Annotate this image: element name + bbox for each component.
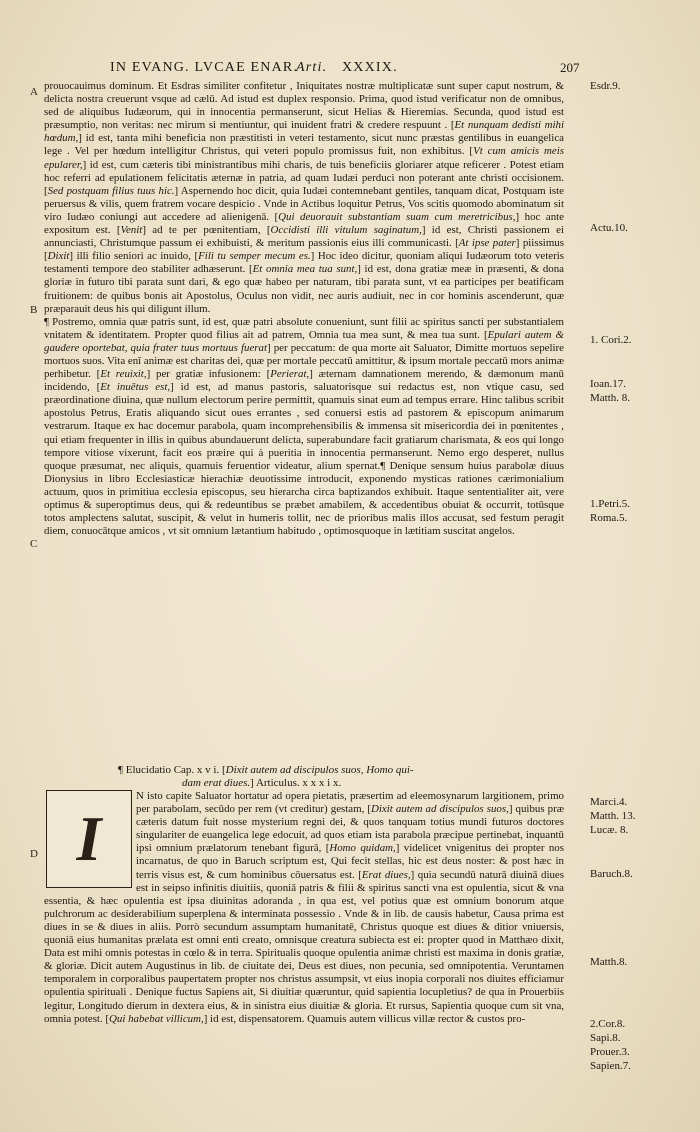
marginal-note: Matth. 8. [590, 392, 631, 404]
marginal-note: Sapien.7. [590, 1060, 631, 1072]
heading-quote: Dixit autem ad discipulos suos, Homo qui- [225, 764, 414, 776]
section-letter-b: B [30, 304, 38, 316]
marginal-note: Actu.10. [590, 222, 628, 234]
scripture-quote: Sed postquam filius tuus hic. [47, 184, 175, 197]
decorated-initial: I [46, 790, 132, 888]
scripture-quote: Epulari autem & gaudere oportebat, quia frater tuus mortuus fuerat [44, 328, 565, 354]
section-letter-c: C [30, 538, 38, 550]
scripture-quote: Homo quidam, [329, 842, 396, 855]
heading-prefix: ¶ Elucidatio Cap. x v i. [ [118, 764, 226, 776]
text-run: ] piissimus [ [44, 237, 564, 263]
header-title: IN EVANG. LVCAE ENAR. [110, 60, 299, 75]
heading-article: ] Articulus. x x x i x. [250, 777, 342, 789]
scripture-quote: At ipse pater [458, 237, 516, 250]
heading-line-2 [118, 777, 478, 790]
scripture-quote: Et omnia mea tua sunt, [252, 263, 358, 276]
scripture-quote: Qui habebat villicum, [109, 1012, 204, 1025]
text-run: ] Hoc ideo dicitur, quoniam aliqui Iudæorum toto veteris testamenti tempore deo stabiliter adhæserunt. [ [44, 250, 565, 276]
paragraph-2 [44, 316, 564, 539]
text-run: ] quia secundū naturā diuinā diues est in seipso infinitis diuitiis, quoniā patris & filii & spiritus sancti vna est opulentia, sicut & vna essentia, & hæc opulentia est ipsa diuinitas adoranda , in qua est, vel potius quæ est omnium bonorum atque pulchrorum ac desiderabilium superplena & interminata possessio . Vnde & in lib. de causis habetur, Causa prima est diues in se & diues in aliis. Porrò secundum assumptam humanitatē, Christus quoque est diues & ditior vniuersis, quoniā eius humanitas prælata est omni enti creato, omnisque creatura subiecta est ei: propter quod in Matthæo dixit, Data est mihi omnis potestas in cœlo & in terra. Spiritualis quoque opulentia animæ christi est maxima in donis gratiæ, & gloriæ. Dicit autem Augustinus in lib. de ciuitate dei, Deus est diues, non pecunia, sed omnipotentia. Veruntamen temporalem in corporalibus paupertatem propter nos christus assumpsit, vt eius inopia corporali nos diuites efficiamur opulentia spirituali . Denique fuctus Sapiens ait, Si diuitiæ quæruntur, quid sapientia locupletius? de qua in Prouerbiis legitur, Longitudo dierum in dextera eius, & in sinistra eius diuitiæ & gloria. Et rursus, Sapientia quoque cum sit vna, omnia potest. [ [44, 868, 564, 1025]
marginal-note: 1. Cori.2. [590, 334, 632, 346]
text-run: ¶ Postremo, omnia quæ patris sunt, id est, quæ patri absolute conueniunt, sunt filii ac spiritus sancti per substantialem vnitatem & identitatem. Propter quod filius ait ad patrem, Omnia tua mea sunt, & mea tua sunt. [ [44, 315, 564, 341]
text-run: ] id est, dispensatorem. Quamuis autem villicus villæ rector & custos pro- [203, 1012, 526, 1025]
scripture-quote: Erat diues, [361, 868, 411, 881]
marginal-note: Marci.4. [590, 796, 628, 808]
text-run: ] Aspernendo hoc dicit, quia Iudæi contemnebant gentiles, tanquam dicat, Postquam iste peruersus & vilis, quem fratrem vocare despicio . Vnde in Actibus loquitur Petrus, Vos scitis quomodo abominatum sit viro Iudæo coniungi aut accedere ad alienigenā. [ [44, 184, 564, 223]
marginal-note: Roma.5. [590, 512, 628, 524]
section-letter-d: D [30, 848, 38, 860]
text-run: prouocauimus dominum. Et Esdras similiter confitetur , Iniquitates nostræ multiplicatæ sunt super caput nostrum, & delicta nostra creuerunt vsque ad cælū. Ad istud est duplex responsio. Prima, quod istud verificatur non de omnibus, sed de aliquibus Iudæorum, qui in innocentia permanserunt, sicut Helias & Hieremias. Secunda, quod istud est præsumptio, non veritas: nec mirum si mentiuntur, qui inuident fratri & credere respuunt . [ [44, 80, 564, 132]
text-block-1 [44, 80, 564, 538]
text-run: ] id est, dona gratiæ meæ in præsenti, & dona gloriæ in futuro tibi parata sunt dari, & ego quæ habeo per naturam, tibi parata sunt, vt ea participes per beatificam fruitionem: de quibus bonis ait Apostolus, Oculus non vidit, nec auris audiuit, nec in cor hominis ascenderunt, quæ præparauit deus his qui diligunt illum. [44, 263, 565, 315]
scripture-quote: Fili tu semper mecum es. [198, 250, 311, 263]
marginal-note: Matth. 13. [590, 810, 636, 822]
text-run: ] id est, tanta mihi beneficia non præstitisti in veteri testamento, sicut nunc præstas gentilibus in euangelica lege . Vel per hœdum intelligitur Christus, qui veteri populo promissus fuit, non exhibitus. [ [44, 132, 564, 158]
initial-spacer [44, 790, 130, 888]
paragraph-1 [44, 80, 564, 316]
text-run: ] per peccatum: de qua morte ait Saluator, Dimitte mortuos sepelire mortuos suos. Vita enī animæ est charitas dei, quæ per mortale peccatū amittitur, & ipsum mortale peccatū mors animæ perhibetur. [ [44, 341, 564, 381]
text-block-2 [44, 790, 564, 1026]
marginal-note: Esdr.9. [590, 80, 621, 92]
scripture-quote: Perierat, [270, 368, 310, 381]
scripture-quote: Et reuixit, [100, 368, 147, 381]
marginal-note: Prouer.3. [590, 1046, 630, 1058]
page-number: 207 [560, 60, 580, 75]
text-run: N isto capite Saluator hortatur ad opera pietatis, præsertim ad eleemosynarum largitionem, primo per parabolam, secūdo per rem (vt creditur) gestam, [ [136, 790, 564, 816]
text-run: ] hoc ante expositum est. [ [44, 210, 565, 237]
text-run: ] id est, cum cæteris tibi ministrantibus mihi charis, de tuis beneficiis gloriarer atque reficerer . Potest etiam hoc referri ad epulationem felicitatis æternæ in patria, ad quam Iudæi perduci non poterant ante christi occisionem. [ [44, 158, 564, 197]
marginal-note: 2.Cor.8. [590, 1018, 626, 1030]
text-run: ] illi filio seniori ac inuido, [ [69, 250, 199, 263]
marginal-note: Lucæ. 8. [590, 824, 629, 836]
marginal-note: Matth.8. [590, 956, 628, 968]
marginal-note: Ioan.17. [590, 378, 627, 390]
section-heading [118, 764, 478, 790]
scripture-quote: Dixit autem ad discipulos suos, [371, 803, 509, 816]
text-run: ] quibus præ cæteris datum fuit nosse mysterium regni dei, & quos tanquam totius mundi futuros doctores singulariter de euangelica lege edocuit, ad quos etiam ista parabola præcipue pertinebat, inquantū ipsi omnium prælatorum tenebant figurā, [ [136, 803, 564, 855]
text-run: ] videlicet vnigenitus dei propter nos incarnatus, de quo in Baruch scriptum est, Qui fecit stellas, hic est deus noster: & post hæc in terris visus est, & cum hominibus cōuersatus est. [ [136, 842, 564, 881]
heading-quote: dam erat diues. [182, 777, 251, 789]
text-run: ] æternam damnationem merendo, & dæmonum manū incidendo, [ [44, 368, 564, 394]
text-run: ] id est, ad manus pastoris, saluatorisque sui redactus est, non vtique casu, sed præordinatione diuina, quæ nullum electorum perire permittit, quamuis sinat eum ad tempus errare. Hinc talibus scribit apostolus Petrus, Eratis aliquando sicut oues errantes , sed conuersi estis ad pastorem & episcopum animarum vestrarum. Itaque ex hac docemur parabola, quam incomprehensibilis & immensa sit misericordia dei in pœnitentes , qui etiam frequenter in illis in quibus abundauerunt delicta, superabundare facit gratiarum charismata, & eos qui longo tempore vitiose vixerunt, facit eos præire qui à pueritia in innocentia permanserunt. Nemo ergo desperet, nullus quoque præsumat, nec aliquis, quamuis feruentior videatur, alium spernat. [44, 381, 564, 472]
marginal-note: 1.Petri.5. [590, 498, 631, 510]
section-letter-a: A [30, 86, 38, 98]
scripture-quote: Occidisti illi vitulum saginatum, [270, 224, 422, 237]
marginal-note: Baruch.8. [590, 868, 633, 880]
text-run: ] ad te per pœnitentiam, [ [142, 224, 271, 237]
text-run: ¶ Denique sensum huius parabolæ diuus Dionysius in libro Ecclesiasticæ hierachiæ deuotissime introducit, exponendo mysticas rationes cærimonialium actuum, quos in primitiua ecclesia episcopus, seu hierarcha circa baptizandos exhibuit. Itaque sententialiter ait, vere optimus & superoptimus deus, qui & redeuntibus se præbet amabilem, & accedentibus obuiat & occurrit, totūsque totos amplectens salutat, suscipit, & velut in humeris tollit, nec de prioribus malis illos accusat, sed festum peragit diem, conuocātque amicos , vt sit omnium lætantium habitudo , optimosquoque in lætitiam suscitat angelos. [44, 459, 565, 538]
scripture-quote: Qui deuorauit substantiam suam cum meretricibus, [278, 210, 516, 223]
scripture-quote: Dixit [47, 250, 70, 263]
text-run: ] id est, Christi passionem ei annunciasti, Christumque passum ei exhibuisti, & meritum passionis eius illi communicasti. [ [44, 224, 564, 250]
text-run: ] per gratiæ infusionem: [ [146, 368, 271, 381]
header-article-number: XXXIX. [342, 60, 398, 75]
scripture-quote: Et inuētus est, [100, 381, 171, 394]
scripture-quote: Et nunquam dedisti mihi hœdum, [44, 119, 565, 145]
scripture-quote: Vt cum amicis meis epularer, [44, 145, 565, 171]
marginal-note: Sapi.8. [590, 1032, 621, 1044]
scripture-quote: Venit [120, 224, 143, 237]
header-article-label: Arti. [296, 60, 328, 75]
